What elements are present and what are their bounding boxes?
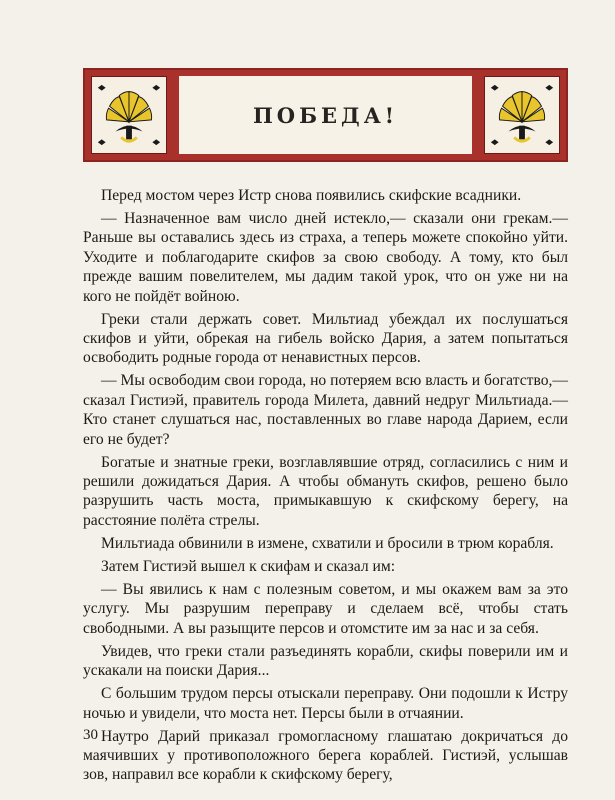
paragraph: Мильтиада обвинили в измене, схватили и бросили в трюм корабля. xyxy=(101,534,554,552)
chapter-title: ПОБЕДА! xyxy=(252,102,399,128)
paragraph: — Назначенное вам число дней истекло,— сказали они грекам.— Раньше вы оставались здесь из страха, а теперь можете спокойно уйти. Уходите и поблагодарите скифов за свою свободу. А тому, кто был прежде вашим повелителем, мы дадим такой урок, что он уже ни на кого не пойдёт войною. xyxy=(83,210,568,305)
right-ornament xyxy=(484,76,560,154)
paragraph: — Вы явились к нам с полезным советом, и мы окажем вам за это услугу. Мы разрушим переправу и сделаем всё, чтобы стать свободными. А вы разыщите персов и отомстите им за нас и за себя. xyxy=(83,580,568,637)
paragraph: — Мы освободим свои города, но потеряем всю власть и богатство,— сказал Гистиэй, правитель города Милета, давний недруг Мильтиада.— Кто станет слушаться нас, поставленных во главе народа Дарием, если его не будет? xyxy=(83,372,568,448)
paragraph: С большим трудом персы отыскали переправу. Они подошли к Истру ночью и увидели, что моста нет. Персы были в отчаянии. xyxy=(83,685,568,722)
fan-ornament-icon xyxy=(92,77,166,153)
paragraph: Наутро Дарий приказал громогласному глашатаю докричаться до маячивших у противоположного берега кораблей. Гистиэй, услышав зов, направил все корабли к скифскому берегу, xyxy=(83,727,568,784)
paragraph: Затем Гистиэй вышел к скифам и сказал им: xyxy=(101,557,396,575)
fan-ornament-icon xyxy=(485,77,559,153)
page-number: 30 xyxy=(83,727,98,743)
title-panel xyxy=(179,76,472,154)
paragraph: Перед мостом через Истр снова появились скифские всадники. xyxy=(101,187,522,204)
paragraph: Увидев, что греки стали разъединять корабли, скифы поверили им и ускакали на поиски Дария... xyxy=(83,642,568,680)
paragraph: Греки стали держать совет. Мильтиад убеждал их послушаться скифов и уйти, обрекая на гибель войско Дария, а затем попытаться освободить родные города от ненавистных персов. xyxy=(83,310,568,367)
paragraph: Богатые и знатные греки, возглавлявшие отряд, согласились с ним и решили дожидаться Дария. А чтобы обмануть скифов, решено было разрушить часть моста, примыкавшую к скифскому берегу, на расстояние полёта стрелы. xyxy=(83,453,568,529)
body-text xyxy=(83,186,568,788)
left-ornament xyxy=(91,76,167,154)
chapter-title-banner xyxy=(83,68,568,162)
